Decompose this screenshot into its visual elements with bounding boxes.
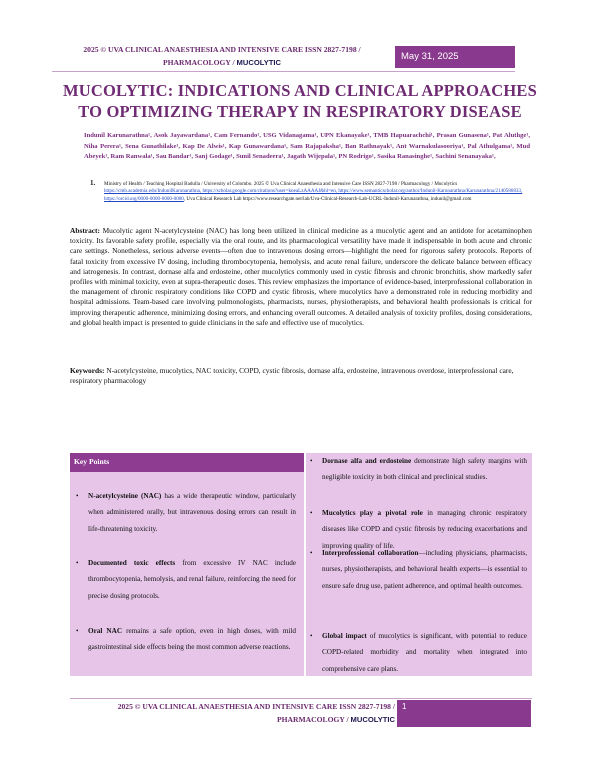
article-title-line1: MUCOLYTIC: INDICATIONS AND CLINICAL APPROACHES — [62, 81, 538, 100]
bullet-icon: • — [76, 559, 79, 567]
bullet-icon: • — [310, 549, 313, 557]
affiliation-tail: , Uva Clinical Research Lab https://www.researchgate.net/lab/Uva-Clinical-Research-Lab-UCRL-Indunil-Karunarathna, indunil@gmail.com — [183, 195, 472, 202]
abstract-label: Abstract: — [70, 226, 100, 235]
affiliation-block — [104, 181, 530, 203]
key-point-bold: Oral NAC — [88, 627, 123, 635]
article-title-line2: TO OPTIMIZING THERAPY IN RESPIRATORY DISEASE — [78, 102, 522, 121]
journal-footer-section: PHARMACOLOGY / — [277, 715, 351, 724]
key-points-heading: Key Points — [74, 457, 110, 466]
journal-footer-line1: 2025 © UVA CLINICAL ANAESTHESIA AND INTENSIVE CARE ISSN 2827-7198 / — [117, 702, 395, 711]
affiliation — [90, 181, 530, 203]
key-points-heading-bar — [70, 453, 304, 472]
bullet-icon: • — [310, 457, 313, 465]
key-point-text: in managing chronic respiratory diseases like COPD and cystic fibrosis by reducing exacerbations and improving quality of life. — [322, 509, 527, 550]
keywords — [70, 366, 532, 386]
bullet-icon: • — [310, 509, 313, 517]
article-title — [60, 80, 540, 122]
key-point-text: of mucolytics is significant, with potential to reduce COPD-related morbidity and mortality when integrated into comprehensive care plans. — [322, 632, 527, 673]
page-number: 1 — [402, 702, 407, 711]
key-point-bold: Dornase alfa and erdosteine — [322, 457, 412, 465]
keywords-text: N-acetylcysteine, mucolytics, NAC toxicity, COPD, cystic fibrosis, dornase alfa, erdosteine, intravenous overdose, interprofessional care, respiratory pharmacology — [70, 366, 514, 386]
page-number-badge — [397, 700, 531, 727]
journal-footer — [70, 700, 395, 728]
affiliation-text: Ministry of Health / Teaching Hospital Badulla / University of Colombo. 2025 © Uva Clinical Anaesthesia and Intensive Care ISSN 2827-7198 / Pharmacology / Mucolytics — [104, 181, 458, 187]
abstract — [70, 226, 532, 328]
key-point-text: demonstrate high safety margins with negligible toxicity in both clinical and preclinical studies. — [322, 457, 527, 482]
key-point-item — [310, 453, 527, 486]
journal-header-line2 — [52, 56, 392, 69]
publication-date: May 31, 2025 — [395, 46, 515, 68]
key-point-text: —including physicians, pharmacists, nurses, physiotherapists, and behavioral health experts—is essential to ensure safe drug use, patient adherence, and optimal health outcomes. — [322, 549, 528, 590]
key-point-item — [76, 488, 296, 537]
journal-header — [52, 43, 392, 69]
key-point-text: from excessive IV NAC include thrombocytopenia, hemolysis, and renal failure, reinforcing the need for precise dosing protocols. — [88, 559, 296, 600]
journal-header-line1: 2025 © UVA CLINICAL ANAESTHESIA AND INTENSIVE CARE ISSN 2827-7198 / — [83, 45, 361, 54]
header-divider — [52, 71, 515, 72]
bullet-icon: • — [76, 627, 79, 635]
abstract-text: Mucolytic agent N-acetylcysteine (NAC) has long been utilized in clinical medicine as a mucolytic agent and an antidote for acetaminophen toxicity. Its favorable safety profile, especially via the oral route, and its pharmacological versatility have made it indispensable in both acute and chronic care settings. Nonetheless, serious adverse events—often due to intravenous dosing errors—highlight the need for rigorous safety protocols. Reports of fatal toxicity from excessive IV dosing, including thrombocytopenia, hemolysis, and acute renal failure, underscore the delicate balance between efficacy and iatrogenesis. In contrast, dornase alfa and erdosteine, other mucolytics commonly used in cystic fibrosis and chronic bronchitis, show markedly safer profiles with minimal toxicity, even at supra-therapeutic doses. This review emphasizes the importance of evidence-based, interprofessional collaboration in the management of chronic respiratory conditions like COPD and cystic fibrosis, where mucolytics have a demonstrated role in reducing morbidity and hospital admissions. Team-based care involving pulmonologists, pharmacists, nurses, physiotherapists, and behavioral health professionals is critical for improving therapeutic adherence, minimizing dosing errors, and enhancing overall outcomes. A detailed analysis of toxicity profiles, dosing considerations, and global health impact is presented to guide clinicians in the safe and effective use of mucolytics. — [70, 226, 532, 327]
journal-footer-brand: MUCOLYTIC — [350, 715, 395, 724]
key-point-item — [310, 545, 528, 594]
author-list: Indunil Karunarathna¹, Asok Jayawardana¹, Cam Fernando¹, USG Vidanagama¹, UPN Ekanayake¹, TMB Hapuarachchi¹, Prasan Gunasena¹, Pat Aluthge¹, Niha Perera¹, Sena Gunathilake¹, Kap De Alwis¹, Kap Gunawardana¹, Sam Rajapaksha¹, Ban Rathnayak¹, Ant Warnakulasooriya¹, Pal Athulgama¹, Mud Abeyek¹, Ram Ranwala¹, Sau Bandar¹, Sanj Godage¹, Sunil Senadeera¹, Jagath Wijepala¹, PN Rodrigo¹, Sasika Ranasinghe¹, Sachini Senanayaka¹, — [84, 132, 530, 161]
bullet-icon: • — [310, 632, 313, 640]
journal-header-brand: MUCOLYTIC — [236, 58, 281, 67]
keywords-label: Keywords: — [70, 366, 105, 375]
journal-header-section: PHARMACOLOGY / — [163, 58, 237, 67]
key-point-item — [76, 623, 296, 656]
key-point-text: remains a safe option, even in high doses, with mild gastrointestinal side effects being the most common adverse reactions. — [88, 627, 296, 652]
key-point-bold: Interprofessional collaboration — [322, 549, 419, 557]
key-point-item — [76, 555, 296, 604]
key-point-text: has a wide therapeutic window, particularly when administered orally, but intravenous dosing errors can result in life-threatening toxicity. — [88, 492, 296, 533]
key-point-bold: Global impact — [322, 632, 367, 640]
key-point-item — [310, 628, 527, 677]
key-point-bold: Documented toxic effects — [88, 559, 176, 567]
key-point-bold: Mucolytics play a pivotal role — [322, 509, 423, 517]
journal-footer-line2 — [70, 713, 395, 726]
key-point-bold: N-acetylcysteine (NAC) — [88, 492, 162, 500]
affiliation-links[interactable]: https://cmb.academia.edu/IndunilKarunarathna, https://scholar.google.com/citations?user=kneaLzAAAAJ&hl=en, https://www.semanticscholar.org/author/Indunil-Karunarathna/Karunarathna/2140586833, https://orcid.org/0000-0000-0000-0000 — [104, 188, 523, 202]
footer-divider — [70, 698, 532, 699]
affiliation-number: 1. — [90, 179, 96, 187]
bullet-icon: • — [76, 492, 79, 500]
